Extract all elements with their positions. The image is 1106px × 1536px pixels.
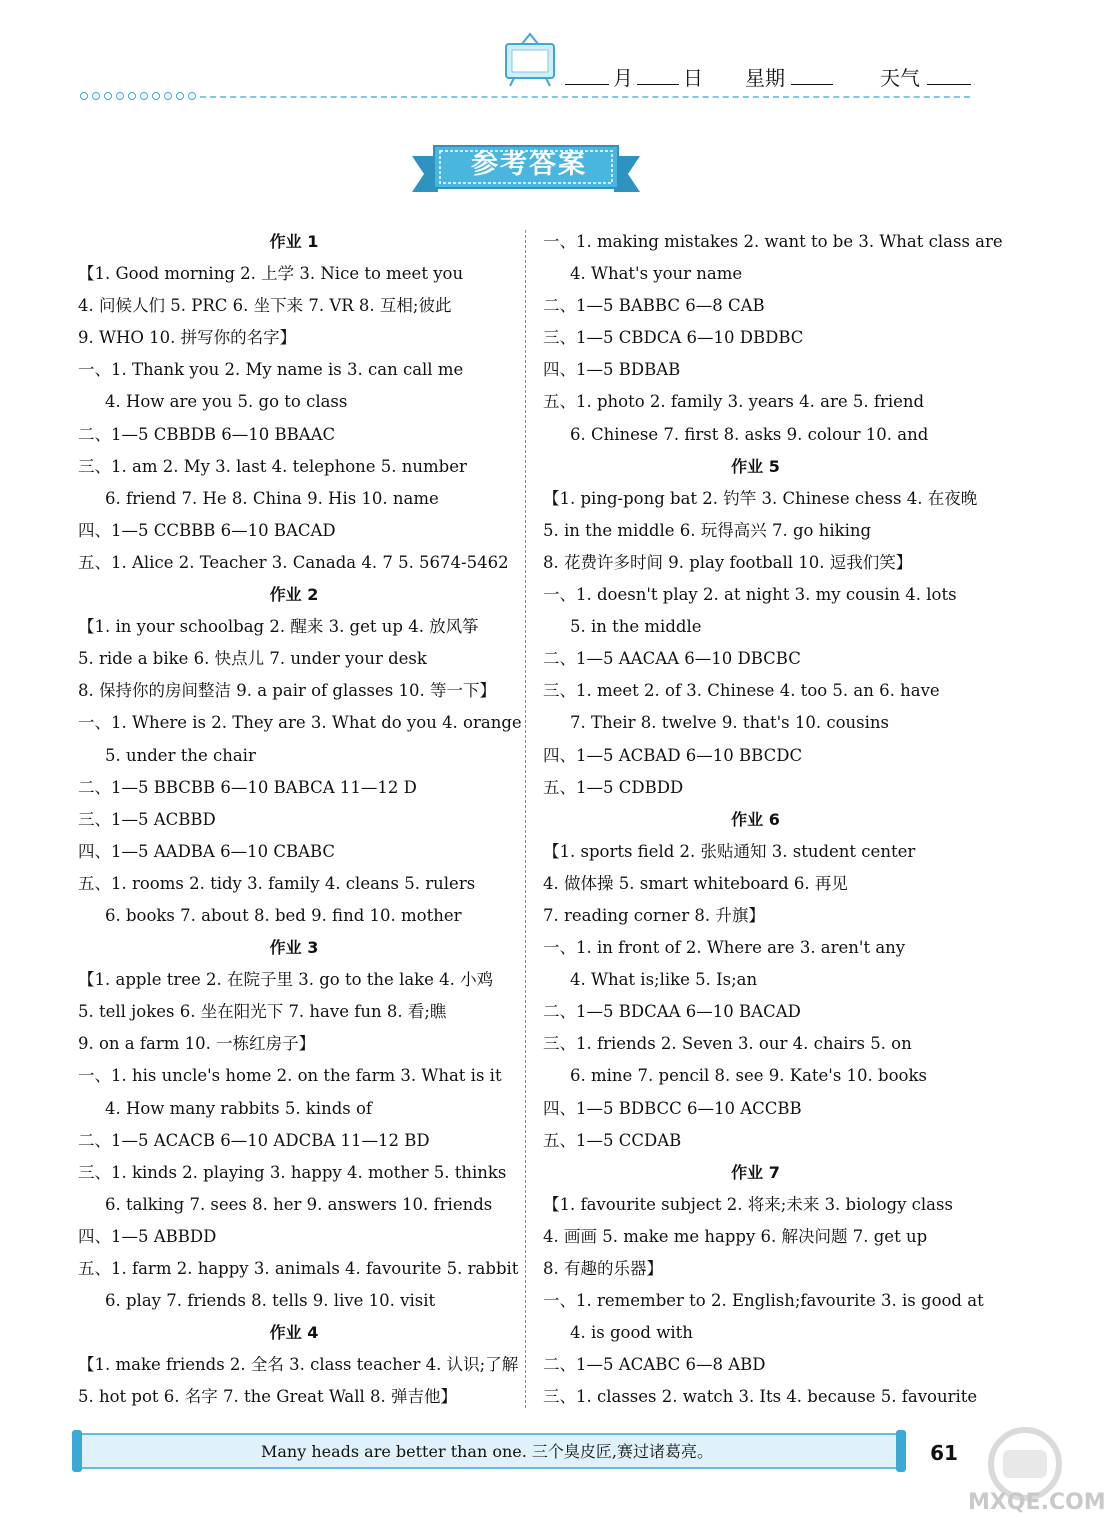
answer-line: 【1. sports field 2. 张贴通知 3. student center bbox=[543, 841, 916, 861]
answer-line: 一、1. Thank you 2. My name is 3. can call me bbox=[78, 360, 464, 380]
answer-line: 【1. Good morning 2. 上学 3. Nice to meet you bbox=[78, 264, 464, 284]
answer-line: 二、1—5 BBCBB 6—10 BABCA 11—12 D bbox=[78, 777, 417, 797]
answer-line: 【1. apple tree 2. 在院子里 3. go to the lake 4. 小鸡 bbox=[78, 970, 494, 990]
answer-line: 【1. make friends 2. 全名 3. class teacher 4. 认识;了解 bbox=[78, 1355, 519, 1375]
weekday-label: 星期 bbox=[745, 66, 785, 90]
answer-line: 一、1. remember to 2. English;favourite 3. is good at bbox=[543, 1291, 984, 1311]
answer-line: 5. ride a bike 6. 快点儿 7. under your desk bbox=[78, 649, 427, 669]
answer-line: 一、1. in front of 2. Where are 3. aren't any bbox=[543, 938, 906, 958]
answer-line: 一、1. Where is 2. They are 3. What do you 4. orange bbox=[78, 713, 522, 733]
answer-line: 二、1—5 AACAA 6—10 DBCBC bbox=[543, 649, 801, 669]
answer-line: 二、1—5 CBBDB 6—10 BBAAC bbox=[78, 424, 336, 444]
answer-line: 8. 花费许多时间 9. play football 10. 逗我们笑】 bbox=[543, 552, 913, 572]
section-heading: 作业 3 bbox=[269, 938, 319, 958]
answer-line: 7. reading corner 8. 升旗】 bbox=[543, 905, 765, 925]
column-divider bbox=[525, 230, 526, 1408]
answer-line: 二、1—5 ACACB 6—10 ADCBA 11—12 BD bbox=[78, 1130, 430, 1150]
section-heading: 作业 6 bbox=[731, 809, 780, 829]
section-heading: 作业 4 bbox=[269, 1323, 319, 1343]
answer-line: 三、1. am 2. My 3. last 4. telephone 5. number bbox=[78, 456, 467, 476]
footer-proverb: Many heads are better than one. 三个臭皮匠,赛过诸葛亮。 bbox=[260, 1442, 714, 1461]
month-label: 月 bbox=[613, 66, 633, 90]
answer-line: 三、1—5 CBDCA 6—10 DBDBC bbox=[543, 328, 804, 348]
answer-line: 4. 画画 5. make me happy 6. 解决问题 7. get up bbox=[543, 1226, 928, 1246]
section-heading: 作业 2 bbox=[269, 585, 319, 605]
answer-line: 9. WHO 10. 拼写你的名字】 bbox=[78, 328, 297, 348]
chalkboard-icon bbox=[500, 30, 560, 88]
dashed-divider bbox=[200, 96, 970, 98]
page-header bbox=[0, 0, 1091, 110]
answer-line: 五、1. rooms 2. tidy 3. family 4. cleans 5. rulers bbox=[78, 873, 476, 893]
answer-column-left bbox=[78, 226, 522, 1413]
answer-line: 五、1. photo 2. family 3. years 4. are 5. friend bbox=[543, 392, 925, 412]
answer-line: 二、1—5 BABBC 6—8 CAB bbox=[543, 296, 765, 316]
answer-line: 四、1—5 BDBAB bbox=[543, 360, 681, 380]
answer-line: 一、1. doesn't play 2. at night 3. my cousin 4. lots bbox=[543, 585, 957, 605]
answer-line: 5. under the chair bbox=[105, 745, 256, 765]
answer-line: 6. Chinese 7. first 8. asks 9. colour 10. and bbox=[570, 424, 929, 444]
answer-line: 5. in the middle bbox=[570, 617, 702, 637]
page-number: 61 bbox=[930, 1441, 958, 1465]
day-label: 日 bbox=[683, 66, 703, 90]
answer-line: 4. What's your name bbox=[570, 264, 743, 284]
answer-line: 【1. favourite subject 2. 将来;未来 3. biology class bbox=[543, 1194, 953, 1214]
section-heading: 作业 5 bbox=[731, 456, 780, 476]
answer-line: 【1. ping-pong bat 2. 钓竿 3. Chinese chess 4. 在夜晚 bbox=[543, 488, 978, 508]
answer-line: 9. on a farm 10. 一栋红房子】 bbox=[78, 1034, 316, 1054]
answer-line: 五、1—5 CCDAB bbox=[543, 1130, 682, 1150]
section-heading: 作业 7 bbox=[731, 1162, 780, 1182]
watermark-text: MXQE.COM bbox=[968, 1490, 1106, 1515]
weather-label: 天气 bbox=[880, 66, 920, 90]
answer-line: 5. in the middle 6. 玩得高兴 7. go hiking bbox=[543, 520, 872, 540]
answer-line: 6. talking 7. sees 8. her 9. answers 10. friends bbox=[105, 1194, 493, 1214]
answer-line: 4. 问候人们 5. PRC 6. 坐下来 7. VR 8. 互相;彼此 bbox=[78, 296, 452, 316]
answer-line: 三、1. meet 2. of 3. Chinese 4. too 5. an 6. have bbox=[543, 681, 940, 701]
answer-line: 三、1. classes 2. watch 3. Its 4. because 5. favourite bbox=[543, 1387, 978, 1407]
answer-line: 6. mine 7. pencil 8. see 9. Kate's 10. books bbox=[570, 1066, 927, 1086]
answer-line: 5. hot pot 6. 名字 7. the Great Wall 8. 弹吉他】 bbox=[78, 1387, 457, 1407]
answer-line: 三、1. kinds 2. playing 3. happy 4. mother 5. thinks bbox=[78, 1162, 507, 1182]
answer-line: 五、1. farm 2. happy 3. animals 4. favourite 5. rabbit bbox=[78, 1259, 519, 1278]
answer-line: 6. friend 7. He 8. China 9. His 10. name bbox=[105, 488, 439, 508]
section-heading: 作业 1 bbox=[269, 232, 319, 251]
answer-line: 四、1—5 AADBA 6—10 CBABC bbox=[78, 841, 336, 861]
answer-line: 三、1—5 ACBBD bbox=[78, 809, 216, 829]
answer-line: 4. How many rabbits 5. kinds of bbox=[105, 1098, 373, 1118]
answer-line: 四、1—5 CCBBB 6—10 BACAD bbox=[78, 520, 336, 540]
answer-line: 5. tell jokes 6. 坐在阳光下 7. have fun 8. 看;瞧 bbox=[78, 1002, 447, 1022]
banner-title: 参考答案 bbox=[471, 149, 587, 180]
answer-line: 4. 做体操 5. smart whiteboard 6. 再见 bbox=[543, 873, 848, 893]
answer-line: 4. How are you 5. go to class bbox=[105, 392, 348, 412]
answer-line: 8. 有趣的乐器】 bbox=[543, 1259, 663, 1278]
answer-line: 三、1. friends 2. Seven 3. our 4. chairs 5. on bbox=[543, 1034, 912, 1054]
answer-line: 4. What is;like 5. Is;an bbox=[570, 970, 758, 990]
answer-line: 五、1—5 CDBDD bbox=[543, 777, 684, 797]
answer-line: 【1. in your schoolbag 2. 醒来 3. get up 4. 放风筝 bbox=[78, 617, 479, 637]
answer-line: 二、1—5 BDCAA 6—10 BACAD bbox=[543, 1002, 801, 1022]
answer-line: 四、1—5 ABBDD bbox=[78, 1226, 217, 1246]
dot-divider bbox=[80, 92, 196, 100]
answer-line: 4. is good with bbox=[570, 1323, 693, 1343]
date-fields bbox=[565, 62, 975, 92]
answer-line: 四、1—5 BDBCC 6—10 ACCBB bbox=[543, 1098, 802, 1118]
answer-line: 7. Their 8. twelve 9. that's 10. cousins bbox=[570, 713, 889, 733]
answer-column-right bbox=[543, 226, 1003, 1413]
answer-line: 二、1—5 ACABC 6—8 ABD bbox=[543, 1355, 766, 1375]
answer-line: 四、1—5 ACBAD 6—10 BBCDC bbox=[543, 745, 803, 765]
answer-line: 8. 保持你的房间整洁 9. a pair of glasses 10. 等一下】 bbox=[78, 681, 496, 701]
answer-line: 一、1. his uncle's home 2. on the farm 3. What is it bbox=[78, 1066, 502, 1086]
answer-line: 6. play 7. friends 8. tells 9. live 10. visit bbox=[105, 1291, 436, 1311]
answer-line: 一、1. making mistakes 2. want to be 3. What class are bbox=[543, 232, 1003, 251]
answer-line: 6. books 7. about 8. bed 9. find 10. mother bbox=[105, 905, 462, 925]
answer-line: 五、1. Alice 2. Teacher 3. Canada 4. 7 5. 5674-5462 bbox=[78, 552, 509, 572]
